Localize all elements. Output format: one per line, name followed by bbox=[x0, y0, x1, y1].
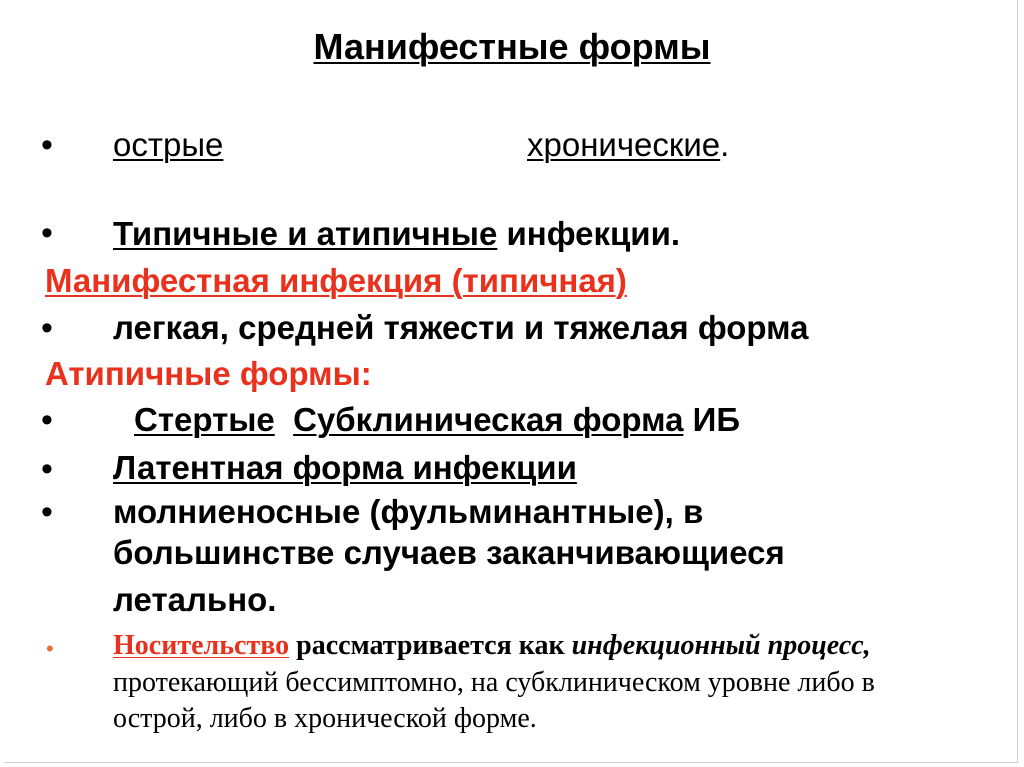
chronic-label bbox=[527, 126, 729, 164]
atypical-forms-heading: Атипичные формы: bbox=[45, 355, 372, 392]
chronic-text: хронические bbox=[527, 126, 721, 163]
bullet-marker: • bbox=[41, 126, 53, 164]
acute-label bbox=[113, 126, 223, 164]
carriage-note-line-1 bbox=[113, 629, 871, 663]
bullet-marker: • bbox=[41, 493, 53, 531]
carriage-term: Носительство bbox=[113, 630, 290, 661]
carriage-note-line-2: протекающий бессимптомно, на субклиническом уровне либо в bbox=[113, 667, 875, 698]
erased-subclinical-line bbox=[134, 401, 740, 439]
carriage-note-line-3: острой, либо в хронической форме. bbox=[113, 703, 537, 734]
bullet-marker: • bbox=[41, 450, 53, 488]
carriage-italic-text: инфекционный процесс, bbox=[571, 630, 871, 661]
bullet-marker: • bbox=[41, 401, 53, 439]
severity-line: легкая, средней тяжести и тяжелая форма bbox=[113, 309, 809, 346]
infections-text: инфекции. bbox=[497, 215, 681, 252]
typical-atypical-text: Типичные и атипичные bbox=[113, 215, 498, 252]
orange-bullet-marker: • bbox=[46, 636, 54, 661]
typical-atypical-line bbox=[113, 215, 680, 253]
ib-text: ИБ bbox=[683, 401, 741, 438]
subclinical-text: Субклиническая форма bbox=[293, 401, 684, 438]
fulminant-line-3: летально. bbox=[113, 581, 277, 618]
slide-title: Манифестные формы bbox=[313, 26, 711, 67]
acute-text: острые bbox=[113, 126, 224, 163]
fulminant-line-2: большинстве случаев заканчивающиеся bbox=[113, 534, 785, 571]
manifest-infection-heading: Манифестная инфекция (типичная) bbox=[45, 262, 627, 299]
bullet-marker: • bbox=[41, 309, 53, 347]
carriage-plain-text: рассматривается как bbox=[289, 630, 572, 661]
chronic-suffix: . bbox=[720, 126, 730, 163]
erased-text: Стертые bbox=[134, 401, 275, 438]
fulminant-line-1: молниеносные (фульминантные), в bbox=[113, 493, 704, 530]
bullet-marker: • bbox=[41, 214, 53, 252]
latent-form-line: Латентная форма инфекции bbox=[113, 449, 577, 486]
